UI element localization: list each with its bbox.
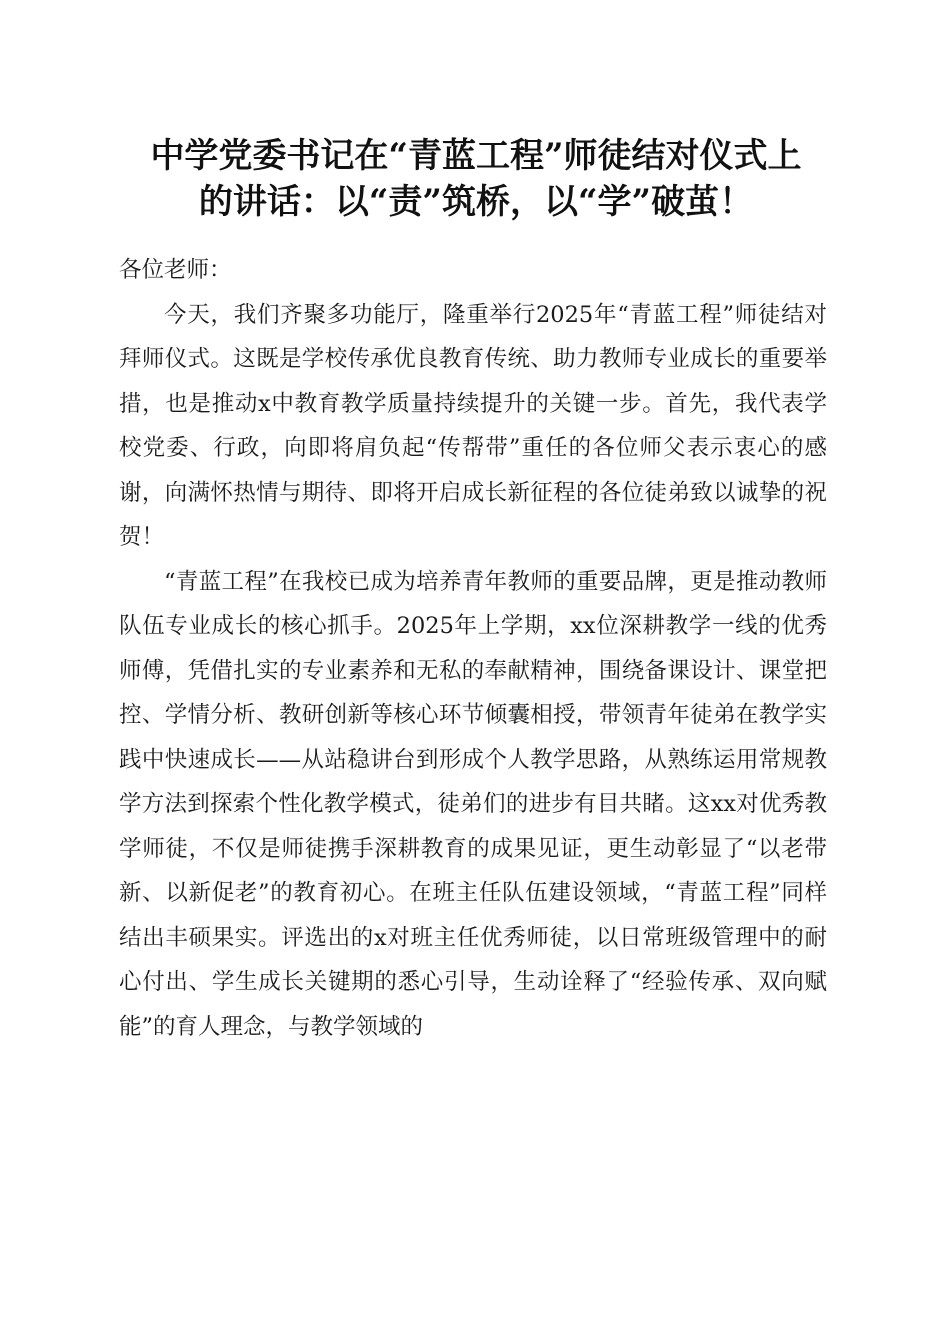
paragraph-2: “青蓝工程”在我校已成为培养青年教师的重要品牌，更是推动教师队伍专业成长的核心抓手。2025年上学期，xx位深耕教学一线的优秀师傅，凭借扎实的专业素养和无私的奉献精神，围绕备课设计、课堂把控、学情分析、教研创新等核心环节倾囊相授，带领青年徒弟在教学实践中快速成长——从站稳讲台到形成个人教学思路，从熟练运用常规教学方法到探索个性化教学模式，徒弟们的进步有目共睹。这xx对优秀教学师徒，不仅是师徒携手深耕教育的成果见证，更生动彰显了“以老带新、以新促老”的教育初心。在班主任队伍建设领域，“青蓝工程”同样结出丰硕果实。评选出的x对班主任优秀师徒，以日常班级管理中的耐心付出、学生成长关键期的悉心引导，生动诠释了“经验传承、双向赋能”的育人理念，与教学领域的 bbox=[119, 568, 827, 1040]
document-body bbox=[119, 248, 827, 1049]
document-title bbox=[100, 133, 852, 225]
paragraph-1: 今天，我们齐聚多功能厅，隆重举行2025年“青蓝工程”师徒结对拜师仪式。这既是学校传承优良教育传统、助力教师专业成长的重要举措，也是推动x中教育教学质量持续提升的关键一步。首先，我代表学校党委、行政，向即将肩负起“传帮带”重任的各位师父表示衷心的感谢，向满怀热情与期待、即将开启成长新征程的各位徒弟致以诚挚的祝贺！ bbox=[119, 301, 827, 550]
title-line-1: 中学党委书记在“青蓝工程”师徒结对仪式上 bbox=[150, 136, 802, 176]
salutation: 各位老师： bbox=[119, 257, 232, 283]
title-line-2: 的讲话：以“责”筑桥，以“学”破茧！ bbox=[198, 182, 754, 222]
